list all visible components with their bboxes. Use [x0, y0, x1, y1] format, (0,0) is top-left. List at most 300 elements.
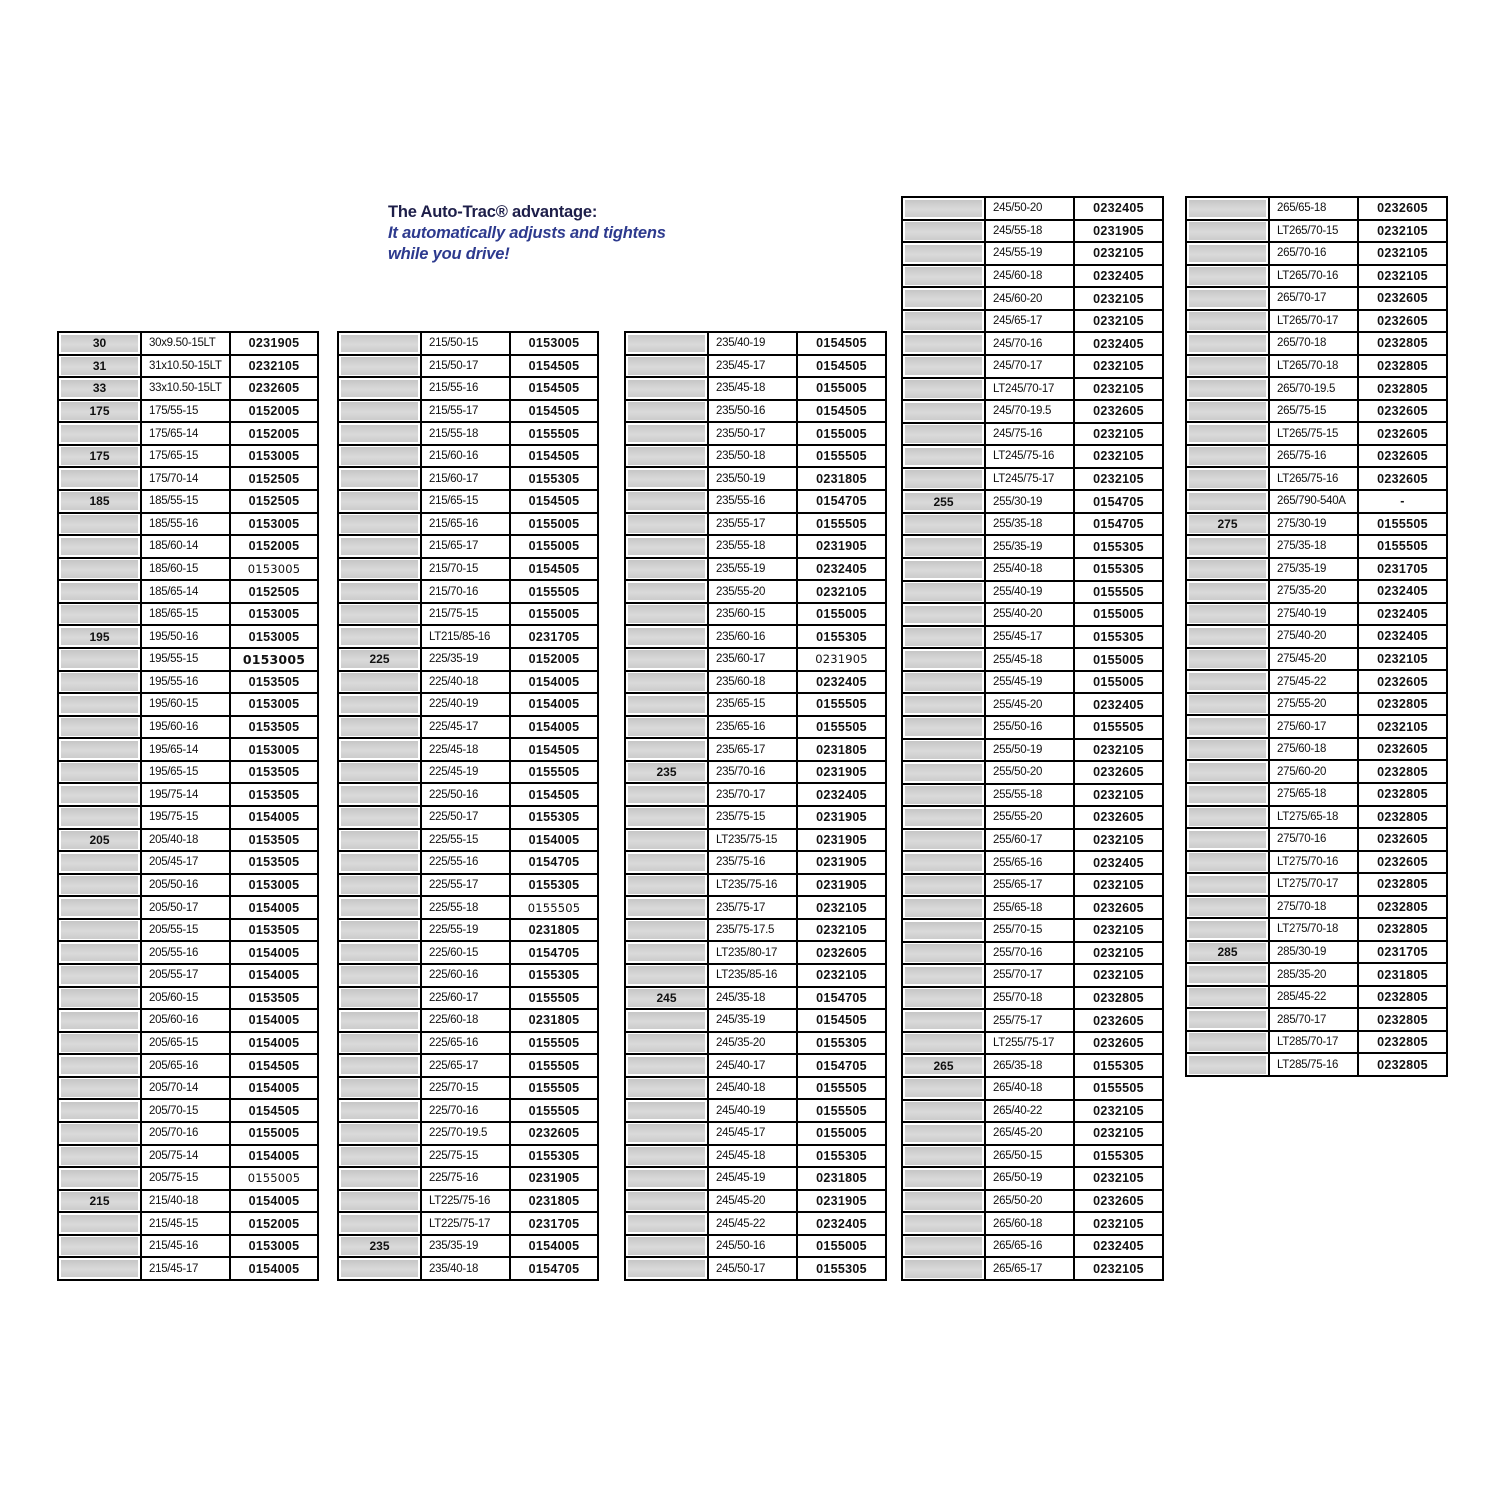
tire-size-cell: 255/55-18	[986, 785, 1073, 806]
size-group-label	[628, 1192, 705, 1210]
tire-size-cell: LT235/80-17	[709, 942, 796, 963]
tire-size-cell: 245/35-20	[709, 1033, 796, 1054]
part-number-cell: 0154505	[511, 401, 597, 422]
size-group-cell	[626, 875, 707, 896]
tire-size-cell: 205/70-14	[142, 1078, 229, 1099]
size-group-label: 205	[61, 831, 138, 849]
size-group-label	[628, 808, 705, 826]
size-group-label	[1189, 335, 1266, 353]
part-number-cell: 0154505	[231, 1055, 317, 1076]
size-group-cell	[626, 1078, 707, 1099]
size-group-cell	[59, 1123, 140, 1144]
size-group-cell	[626, 784, 707, 805]
size-group-cell	[626, 536, 707, 557]
part-number-cell: 0154705	[1075, 514, 1162, 535]
size-group-cell	[1187, 491, 1268, 512]
part-number-cell: 0232605	[1075, 897, 1162, 918]
size-group-label	[1189, 245, 1266, 263]
tire-size-cell: 215/70-16	[422, 581, 509, 602]
part-number-cell: 0232105	[1075, 379, 1162, 400]
size-group-label	[905, 200, 982, 218]
tire-size-cell: 255/45-18	[986, 649, 1073, 670]
size-group-cell	[626, 604, 707, 625]
tire-size-cell: LT285/70-17	[1270, 1032, 1357, 1053]
size-group-label	[61, 538, 138, 556]
size-group-label	[61, 1102, 138, 1120]
part-number-cell: 0152005	[231, 536, 317, 557]
tire-size-cell: 33x10.50-15LT	[142, 378, 229, 399]
size-group-cell	[339, 920, 420, 941]
part-number-cell: 0155305	[511, 807, 597, 828]
tire-size-cell: 235/55-17	[709, 514, 796, 535]
part-number-cell: 0232805	[1359, 333, 1446, 354]
size-group-cell	[339, 649, 420, 670]
part-number-cell: 0232405	[1359, 604, 1446, 625]
tire-size-cell: LT235/75-16	[709, 875, 796, 896]
size-group-label	[341, 1170, 418, 1188]
size-group-cell	[626, 649, 707, 670]
tire-size-cell: 205/50-17	[142, 897, 229, 918]
size-group-label	[628, 944, 705, 962]
size-group-label	[341, 989, 418, 1007]
tagline-line-2: while you drive!	[388, 245, 510, 263]
size-group-label	[341, 1147, 418, 1165]
size-group-label	[1189, 808, 1266, 826]
part-number-cell: 0232805	[1359, 761, 1446, 782]
size-group-cell	[626, 401, 707, 422]
size-group-label	[905, 651, 982, 669]
size-group-cell	[1187, 852, 1268, 873]
tire-size-cell: 195/75-15	[142, 807, 229, 828]
part-number-cell: 0155505	[798, 446, 885, 467]
tire-size-cell: LT235/75-15	[709, 830, 796, 851]
part-number-cell: 0231705	[1359, 942, 1446, 963]
part-number-cell: 0232105	[1075, 424, 1162, 445]
part-number-cell: 0232105	[798, 897, 885, 918]
part-number-cell: 0155505	[1075, 1078, 1162, 1099]
tire-size-cell: 265/70-19.5	[1270, 378, 1357, 399]
size-group-cell	[59, 649, 140, 670]
tire-size-cell: 225/60-15	[422, 942, 509, 963]
size-group-cell	[903, 1258, 984, 1279]
part-number-cell: 0232805	[1359, 378, 1446, 399]
size-group-cell	[903, 604, 984, 625]
part-number-cell: 0232605	[1075, 1010, 1162, 1031]
size-group-label	[628, 1034, 705, 1052]
size-group-label: 175	[61, 402, 138, 420]
part-number-cell: 0232605	[1075, 1033, 1162, 1054]
tire-size-cell: 205/60-16	[142, 1010, 229, 1031]
size-group-label	[628, 741, 705, 759]
part-number-cell: 0232605	[1359, 852, 1446, 873]
tire-size-cell: LT285/75-16	[1270, 1054, 1357, 1075]
size-group-cell	[59, 762, 140, 783]
size-group-label	[905, 696, 982, 714]
tire-size-cell: 235/50-17	[709, 423, 796, 444]
size-group-label	[1189, 267, 1266, 285]
part-number-cell: 0232805	[1359, 807, 1446, 828]
tire-size-cell: LT245/70-17	[986, 379, 1073, 400]
part-number-cell: 0231805	[511, 920, 597, 941]
size-group-cell	[903, 582, 984, 603]
size-group-cell	[626, 988, 707, 1009]
size-group-label	[905, 245, 982, 263]
size-group-label	[341, 786, 418, 804]
size-group-label	[905, 989, 982, 1007]
size-group-label	[628, 357, 705, 375]
tire-size-cell: 275/35-20	[1270, 581, 1357, 602]
tire-size-cell: 225/60-17	[422, 988, 509, 1009]
size-group-cell	[59, 672, 140, 693]
tire-size-cell: 235/60-17	[709, 649, 796, 670]
part-number-cell: 0155005	[798, 378, 885, 399]
size-group-cell	[339, 491, 420, 512]
tire-size-cell: 245/55-19	[986, 243, 1073, 264]
tire-size-cell: 285/35-20	[1270, 964, 1357, 985]
size-group-cell	[903, 988, 984, 1009]
tire-size-cell: 235/70-16	[709, 762, 796, 783]
size-group-cell	[903, 920, 984, 941]
size-group-cell	[1187, 221, 1268, 242]
tire-size-cell: LT265/75-15	[1270, 423, 1357, 444]
size-group-cell	[626, 423, 707, 444]
part-number-cell: 0232105	[1075, 446, 1162, 467]
part-number-cell: 0231905	[798, 649, 885, 670]
size-group-cell	[626, 378, 707, 399]
part-number-cell: 0232605	[1075, 401, 1162, 422]
size-group-cell	[339, 988, 420, 1009]
tire-size-cell: 215/65-17	[422, 536, 509, 557]
size-group-cell	[626, 852, 707, 873]
size-group-label	[628, 380, 705, 398]
size-group-label	[61, 696, 138, 714]
size-group-label	[1189, 1011, 1266, 1029]
size-group-label	[628, 831, 705, 849]
part-number-cell: 0232805	[1075, 988, 1162, 1009]
part-number-cell: 0232405	[1075, 198, 1162, 219]
size-group-cell	[1187, 266, 1268, 287]
part-number-cell: 0154505	[511, 784, 597, 805]
size-group-label	[61, 650, 138, 668]
tire-size-cell: 255/35-19	[986, 536, 1073, 557]
part-number-cell: 0155005	[231, 1168, 317, 1189]
size-group-label: 33	[61, 380, 138, 398]
size-group-label	[1189, 538, 1266, 556]
part-number-cell: 0232105	[1075, 356, 1162, 377]
size-group-label	[905, 425, 982, 443]
size-group-label	[628, 538, 705, 556]
tire-size-cell: 205/75-14	[142, 1146, 229, 1167]
part-number-cell: 0231805	[798, 1168, 885, 1189]
tire-size-cell: 215/55-17	[422, 401, 509, 422]
tire-size-cell: 215/50-15	[422, 333, 509, 354]
size-group-label	[905, 515, 982, 533]
size-group-label	[628, 402, 705, 420]
size-group-label	[61, 944, 138, 962]
size-group-cell	[1187, 807, 1268, 828]
size-group-label	[628, 1215, 705, 1233]
tire-size-cell: 275/40-19	[1270, 604, 1357, 625]
tire-size-cell: 215/40-18	[142, 1191, 229, 1212]
size-group-label	[61, 876, 138, 894]
tire-size-cell: 245/55-18	[986, 221, 1073, 242]
size-group-cell	[1187, 288, 1268, 309]
part-number-cell: 0232805	[1359, 1032, 1446, 1053]
size-group-label	[1189, 831, 1266, 849]
size-group-label	[905, 267, 982, 285]
size-group-label	[341, 1079, 418, 1097]
part-number-cell: 0154505	[798, 401, 885, 422]
page-title: The Auto-Trac® advantage:	[388, 203, 598, 221]
part-number-cell: 0232105	[1359, 649, 1446, 670]
part-number-cell: 0232605	[1359, 198, 1446, 219]
part-number-cell: 0232405	[1359, 626, 1446, 647]
tire-size-cell: 255/70-16	[986, 943, 1073, 964]
part-number-cell: 0232405	[1075, 266, 1162, 287]
size-group-label	[341, 1012, 418, 1030]
size-group-cell	[903, 694, 984, 715]
size-group-label: 195	[61, 628, 138, 646]
tire-size-cell: LT265/75-16	[1270, 468, 1357, 489]
size-group-cell	[339, 468, 420, 489]
size-group-cell	[59, 1146, 140, 1167]
tire-size-cell: 235/75-17	[709, 897, 796, 918]
size-group-label	[61, 1215, 138, 1233]
size-group-cell	[59, 852, 140, 873]
size-group-cell	[626, 1123, 707, 1144]
size-group-cell	[1187, 739, 1268, 760]
size-group-label	[61, 899, 138, 917]
tire-size-cell: 215/45-17	[142, 1258, 229, 1279]
tire-size-cell: 275/70-16	[1270, 829, 1357, 850]
part-number-cell: 0155305	[1075, 536, 1162, 557]
size-group-cell	[903, 288, 984, 309]
size-group-cell	[339, 965, 420, 986]
part-number-cell: 0155305	[511, 1146, 597, 1167]
tire-size-cell: 275/65-18	[1270, 784, 1357, 805]
part-number-cell: 0154705	[798, 1055, 885, 1076]
size-group-cell	[1187, 761, 1268, 782]
size-group-cell	[903, 897, 984, 918]
size-group-cell	[1187, 514, 1268, 535]
tire-size-cell: 275/35-19	[1270, 559, 1357, 580]
size-group-cell	[339, 694, 420, 715]
tire-size-cell: 265/790-540A	[1270, 491, 1357, 512]
size-group-cell	[339, 423, 420, 444]
size-group-label	[905, 876, 982, 894]
size-group-label	[628, 876, 705, 894]
size-group-cell	[903, 649, 984, 670]
size-group-cell	[903, 469, 984, 490]
tire-size-cell: 225/35-19	[422, 649, 509, 670]
part-number-cell: 0153505	[231, 784, 317, 805]
size-group-label: 225	[341, 650, 418, 668]
part-number-cell: 0232605	[1359, 739, 1446, 760]
part-number-cell: 0231705	[511, 1213, 597, 1234]
size-group-label	[628, 492, 705, 510]
tire-size-cell: 265/35-18	[986, 1055, 1073, 1076]
tire-size-cell: 275/40-20	[1270, 626, 1357, 647]
part-number-cell: 0155305	[1075, 627, 1162, 648]
size-group-label	[905, 1147, 982, 1165]
part-number-cell: 0154705	[1075, 491, 1162, 512]
tire-size-cell: 225/45-19	[422, 762, 509, 783]
tire-size-cell: LT245/75-16	[986, 446, 1073, 467]
size-group-label	[628, 854, 705, 872]
size-group-cell	[903, 198, 984, 219]
size-group-cell	[626, 559, 707, 580]
size-group-label	[1189, 650, 1266, 668]
size-group-label	[1189, 357, 1266, 375]
tire-size-cell: 255/40-20	[986, 604, 1073, 625]
part-number-cell: 0154505	[511, 491, 597, 512]
size-group-cell	[1187, 964, 1268, 985]
size-group-label	[905, 470, 982, 488]
size-group-label	[61, 1170, 138, 1188]
size-group-label	[1189, 402, 1266, 420]
part-number-cell: 0231905	[798, 762, 885, 783]
size-group-cell	[339, 784, 420, 805]
tire-size-cell: 235/50-16	[709, 401, 796, 422]
part-number-cell: 0231805	[1359, 964, 1446, 985]
part-number-cell: 0232105	[1075, 1258, 1162, 1279]
part-number-cell: 0232405	[798, 672, 885, 693]
tire-size-cell: 225/55-15	[422, 830, 509, 851]
size-group-cell	[903, 1123, 984, 1144]
part-number-cell: 0232805	[1359, 694, 1446, 715]
part-number-cell: 0231905	[231, 333, 317, 354]
size-group-cell	[339, 514, 420, 535]
tire-size-cell: 255/70-17	[986, 965, 1073, 986]
tire-size-cell: 225/55-19	[422, 920, 509, 941]
size-group-cell	[59, 807, 140, 828]
size-group-label	[341, 1260, 418, 1278]
part-number-cell: 0232605	[1075, 1191, 1162, 1212]
size-group-label	[61, 741, 138, 759]
size-group-cell	[339, 536, 420, 557]
size-group-cell	[339, 1033, 420, 1054]
size-group-cell	[1187, 874, 1268, 895]
tire-size-cell: 255/45-19	[986, 672, 1073, 693]
tire-size-cell: 245/50-16	[709, 1236, 796, 1257]
part-number-cell: 0153505	[231, 830, 317, 851]
part-number-cell: 0155305	[798, 1258, 885, 1279]
size-group-label	[628, 966, 705, 984]
part-number-cell: 0154505	[798, 333, 885, 354]
part-number-cell: 0154705	[511, 1258, 597, 1279]
part-number-cell: 0154705	[798, 491, 885, 512]
part-number-cell: 0155505	[1075, 582, 1162, 603]
tire-size-cell: 205/55-16	[142, 942, 229, 963]
size-group-cell	[903, 807, 984, 828]
part-number-cell: 0155505	[798, 1100, 885, 1121]
tire-size-cell: 215/65-15	[422, 491, 509, 512]
tire-size-cell: 245/75-16	[986, 424, 1073, 445]
tire-size-cell: 245/50-20	[986, 198, 1073, 219]
size-group-label	[61, 583, 138, 601]
tire-size-cell: 215/60-17	[422, 468, 509, 489]
part-number-cell: 0232605	[1359, 401, 1446, 422]
size-group-label	[1189, 853, 1266, 871]
tire-size-cell: 275/55-20	[1270, 694, 1357, 715]
tire-size-cell: 245/40-19	[709, 1100, 796, 1121]
size-group-label	[61, 1147, 138, 1165]
size-group-cell	[626, 1236, 707, 1257]
size-group-label: 285	[1189, 943, 1266, 961]
tire-size-cell: LT265/70-17	[1270, 311, 1357, 332]
part-number-cell: 0154005	[231, 1258, 317, 1279]
tire-size-cell: 235/50-18	[709, 446, 796, 467]
part-number-cell: 0155005	[1075, 672, 1162, 693]
tire-size-cell: 215/60-16	[422, 446, 509, 467]
part-number-cell: 0154005	[511, 830, 597, 851]
tire-size-cell: 215/75-15	[422, 604, 509, 625]
part-number-cell: 0155005	[231, 1123, 317, 1144]
tire-size-cell: 225/70-15	[422, 1078, 509, 1099]
part-number-cell: 0154005	[511, 694, 597, 715]
size-group-label	[628, 1057, 705, 1075]
size-group-cell	[1187, 942, 1268, 963]
size-group-label	[1189, 1033, 1266, 1051]
size-group-cell	[903, 356, 984, 377]
part-number-cell: 0153005	[231, 559, 317, 580]
size-group-cell	[1187, 784, 1268, 805]
size-group-cell	[626, 581, 707, 602]
part-number-cell: 0152505	[231, 581, 317, 602]
size-group-label: 275	[1189, 515, 1266, 533]
part-number-cell: 0232105	[1075, 740, 1162, 761]
size-group-cell	[59, 1078, 140, 1099]
size-group-cell	[339, 875, 420, 896]
tire-size-cell: 265/70-17	[1270, 288, 1357, 309]
part-number-cell: 0155505	[511, 897, 597, 918]
part-number-cell: 0155505	[511, 581, 597, 602]
size-group-label	[341, 492, 418, 510]
tire-size-cell: 235/45-18	[709, 378, 796, 399]
fitment-table-4	[901, 196, 1164, 1281]
part-number-cell: 0154005	[511, 672, 597, 693]
size-group-cell	[1187, 671, 1268, 692]
size-group-cell	[626, 1191, 707, 1212]
tire-size-cell: 235/75-16	[709, 852, 796, 873]
tire-size-cell: 285/30-19	[1270, 942, 1357, 963]
size-group-cell	[626, 333, 707, 354]
tire-size-cell: LT265/70-16	[1270, 266, 1357, 287]
size-group-label	[628, 1124, 705, 1142]
tire-size-cell: 225/60-16	[422, 965, 509, 986]
part-number-cell: 0153005	[231, 875, 317, 896]
part-number-cell: -	[1359, 491, 1446, 512]
size-group-cell	[1187, 716, 1268, 737]
size-group-label	[341, 1057, 418, 1075]
tire-size-cell: 255/50-20	[986, 762, 1073, 783]
tagline-line-1: It automatically adjusts and tightens	[388, 224, 666, 242]
part-number-cell: 0154505	[511, 356, 597, 377]
tire-size-cell: 265/50-15	[986, 1146, 1073, 1167]
size-group-label	[905, 967, 982, 985]
size-group-cell	[59, 491, 140, 512]
size-group-cell	[59, 378, 140, 399]
size-group-cell	[903, 1213, 984, 1234]
size-group-cell	[59, 401, 140, 422]
part-number-cell: 0231905	[1075, 221, 1162, 242]
tire-size-cell: 265/70-18	[1270, 333, 1357, 354]
tire-size-cell: LT275/70-17	[1270, 874, 1357, 895]
size-group-cell	[339, 626, 420, 647]
tire-size-cell: 215/45-15	[142, 1213, 229, 1234]
tire-size-cell: 225/40-18	[422, 672, 509, 693]
tire-size-cell: 255/65-16	[986, 852, 1073, 873]
